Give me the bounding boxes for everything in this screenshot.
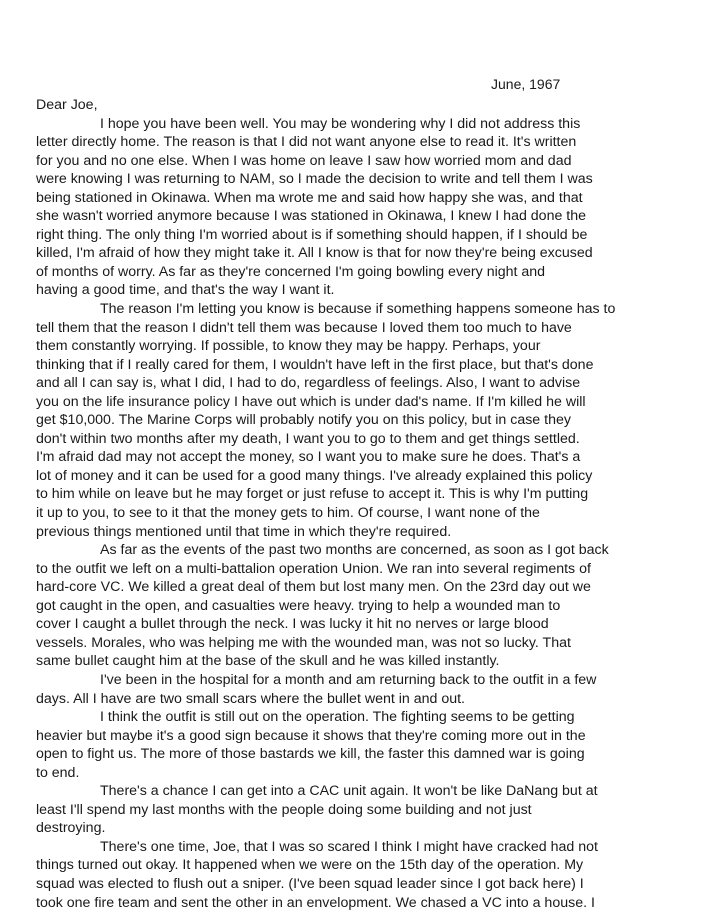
letter-line: I hope you have been well. You may be wondering why I did not address this	[100, 115, 581, 132]
letter-line: got caught in the open, and casualties were heavy. trying to help a wounded man to	[36, 597, 561, 614]
letter-line: right thing. The only thing I'm worried about is if something should happen, if I should be	[36, 226, 588, 243]
letter-line: As far as the events of the past two months are concerned, as soon as I got back	[100, 542, 609, 559]
letter-line: took one fire team and sent the other in an envelopment. We chased a VC into a house. I	[36, 894, 595, 911]
letter-line: you on the life insurance policy I have out which is under dad's name. If I'm killed he will	[36, 393, 586, 410]
letter-line: I think the outfit is still out on the operation. The fighting seems to be getting	[100, 709, 575, 726]
letter-line: There's a chance I can get into a CAC unit again. It won't be like DaNang but at	[100, 783, 598, 800]
letter-salutation: Dear Joe,	[36, 97, 98, 113]
letter-line: having a good time, and that's the way I want it.	[36, 282, 335, 299]
letter-line: killed, I'm afraid of how they might take it. All I know is that for now they're being excused	[36, 245, 593, 262]
letter-line: things turned out okay. It happened when we were on the 15th day of the operation. My	[36, 857, 584, 874]
letter-line: being stationed in Okinawa. When ma wrote me and said how happy she was, and that	[36, 189, 583, 206]
letter-line: previous things mentioned until that time in which they're required.	[36, 523, 452, 540]
letter-line: them constantly worrying. If possible, to know they may be happy. Perhaps, your	[36, 338, 541, 355]
letter-line: least I'll spend my last months with the people doing some building and not just	[36, 801, 532, 818]
letter-line: tell them that the reason I didn't tell them was because I loved them too much to have	[36, 319, 572, 336]
letter-line: cover I caught a bullet through the neck. I was lucky it hit no nerves or large blood	[36, 616, 549, 633]
letter-line: squad was elected to flush out a sniper. (I've been squad leader since I got back here) I	[36, 875, 584, 892]
letter-line: don't within two months after my death, I want you to go to them and get things settled.	[36, 430, 580, 447]
letter-line: I've been in the hospital for a month and am returning back to the outfit in a few	[100, 671, 597, 688]
letter-line: heavier but maybe it's a good sign because it shows that they're coming more out in the	[36, 727, 586, 744]
letter-line: lot of money and it can be used for a good many things. I've already explained this policy	[36, 467, 593, 484]
letter-line: for you and no one else. When I was home on leave I saw how worried mom and dad	[36, 152, 572, 169]
letter-line: she wasn't worried anymore because I was stationed in Okinawa, I knew I had done the	[36, 208, 587, 225]
letter-body	[36, 115, 667, 912]
letter-line: of months of worry. As far as they're concerned I'm going bowling every night and	[36, 263, 546, 280]
letter-line: it up to you, to see to it that the money gets to him. Of course, I want none of the	[36, 505, 540, 522]
letter-date: June, 1967	[491, 76, 561, 92]
letter-line: thinking that if I really cared for them, I wouldn't have left in the first place, but that's done	[36, 356, 594, 373]
letter-line: to him while on leave but he may forget or just refuse to accept it. This is why I'm putting	[36, 486, 589, 503]
letter-line: The reason I'm letting you know is because if something happens someone has to	[100, 301, 616, 318]
letter-line: vessels. Morales, who was helping me with the wounded man, was not so lucky. That	[36, 634, 571, 651]
letter-line: were knowing I was returning to NAM, so I made the decision to write and tell them I was	[36, 171, 593, 188]
letter-line: to end.	[36, 764, 80, 781]
letter-line: destroying.	[36, 820, 106, 837]
letter-line: hard-core VC. We killed a great deal of them but lost many men. On the 23rd day out we	[36, 579, 591, 596]
letter-line: get $10,000. The Marine Corps will probably notify you on this policy, but in case they	[36, 412, 571, 429]
letter-line: same bullet caught him at the base of the skull and he was killed instantly.	[36, 653, 500, 670]
letter-line: open to fight us. The more of those bastards we kill, the faster this damned war is going	[36, 746, 585, 763]
letter-line: and all I can say is, what I did, I had to do, regardless of feelings. Also, I want to advise	[36, 375, 581, 392]
letter-line: I'm afraid dad may not accept the money, so I want you to make sure he does. That's a	[36, 449, 581, 466]
letter-line: days. All I have are two small scars where the bullet went in and out.	[36, 690, 465, 707]
letter-line: There's one time, Joe, that I was so scared I think I might have cracked had not	[100, 838, 598, 855]
letter-line: letter directly home. The reason is that I did not want anyone else to read it. It's written	[36, 134, 577, 151]
letter-line: to the outfit we left on a multi-battalion operation Union. We ran into several regiments of	[36, 560, 591, 577]
